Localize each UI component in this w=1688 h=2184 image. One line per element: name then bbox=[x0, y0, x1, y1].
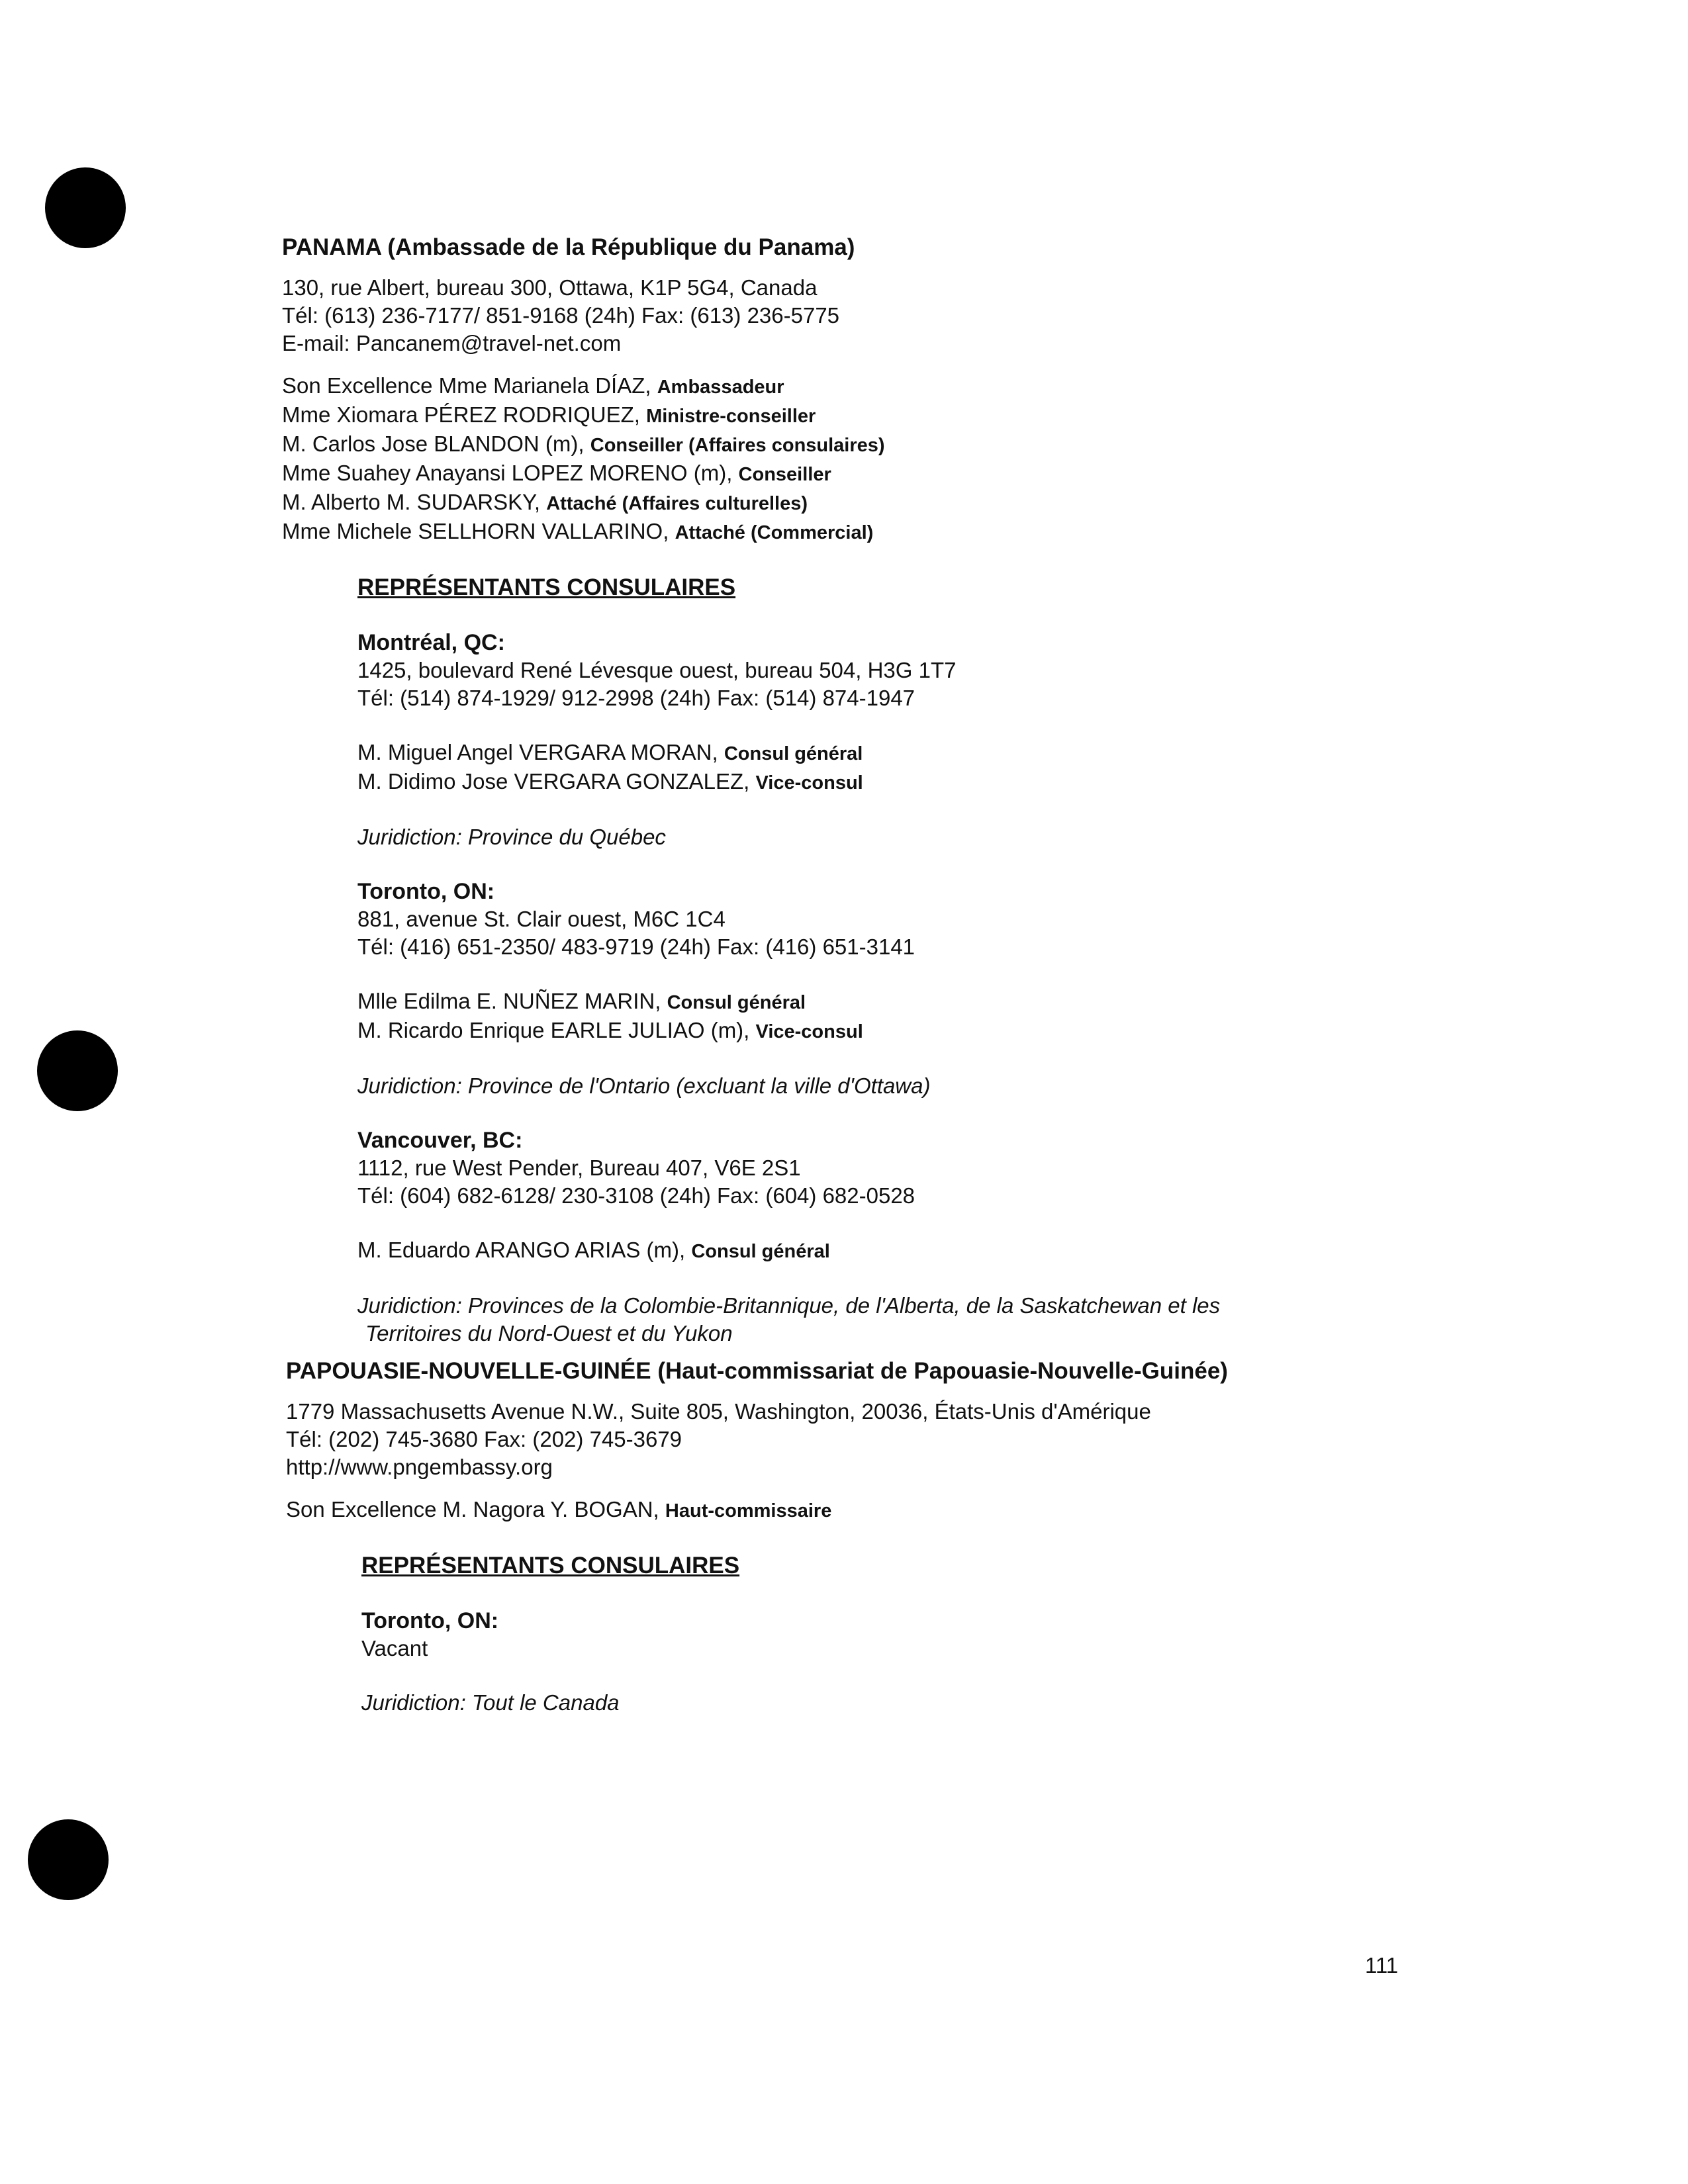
vancouver-address: 1112, rue West Pender, Bureau 407, V6E 2S1 bbox=[357, 1156, 801, 1180]
panama-consular-block bbox=[282, 573, 1220, 1347]
staff-entry bbox=[282, 430, 1220, 459]
png-website: http://www.pngembassy.org bbox=[286, 1455, 553, 1479]
montreal-jurisdiction: Juridiction: Province du Québec bbox=[357, 825, 666, 849]
page-number: 111 bbox=[1365, 1953, 1399, 1978]
staff-role: Ambassadeur bbox=[657, 377, 784, 398]
city-heading-toronto: Toronto, ON: bbox=[361, 1608, 499, 1633]
panama-email: E-mail: Pancanem@travel-net.com bbox=[282, 331, 622, 355]
png-heading: PAPOUASIE-NOUVELLE-GUINÉE (Haut-commissariat de Papouasie-Nouvelle-Guinée) bbox=[286, 1358, 1228, 1384]
staff-name: M. Didimo Jose VERGARA GONZALEZ, bbox=[357, 769, 756, 794]
montreal-address: 1425, boulevard René Lévesque ouest, bureau 504, H3G 1T7 bbox=[357, 658, 957, 682]
panama-address: 130, rue Albert, bureau 300, Ottawa, K1P 5G4, Canada bbox=[282, 275, 818, 300]
toronto-jurisdiction: Juridiction: Province de l'Ontario (excluant la ville d'Ottawa) bbox=[357, 1073, 931, 1098]
staff-role: Consul général bbox=[724, 743, 863, 764]
vancouver-jurisdiction-line2: Territoires du Nord-Ouest et du Yukon bbox=[365, 1321, 733, 1345]
staff-name: Mlle Edilma E. NUÑEZ MARIN, bbox=[357, 989, 667, 1013]
panama-section bbox=[282, 233, 1220, 1347]
staff-name: M. Eduardo ARANGO ARIAS (m), bbox=[357, 1238, 692, 1262]
staff-name: Son Excellence Mme Marianela DÍAZ, bbox=[282, 373, 657, 398]
staff-name: Mme Suahey Anayansi LOPEZ MORENO (m), bbox=[282, 461, 739, 485]
staff-role: Vice-consul bbox=[755, 772, 863, 794]
staff-role: Vice-consul bbox=[755, 1021, 863, 1042]
staff-name: M. Alberto M. SUDARSKY, bbox=[282, 490, 547, 514]
toronto-jurisdiction: Juridiction: Tout le Canada bbox=[361, 1690, 620, 1715]
consular-heading: REPRÉSENTANTS CONSULAIRES bbox=[361, 1553, 740, 1578]
city-heading-montreal: Montréal, QC: bbox=[357, 630, 505, 655]
binder-hole-middle bbox=[37, 1030, 118, 1111]
staff-role: Haut-commissaire bbox=[665, 1500, 832, 1522]
staff-entry bbox=[282, 401, 1220, 430]
staff-entry bbox=[357, 768, 1220, 797]
vancouver-jurisdiction-line1: Juridiction: Provinces de la Colombie-Britannique, de l'Alberta, de la Saskatchewan et les bbox=[357, 1293, 1221, 1318]
panama-phone: Tél: (613) 236-7177/ 851-9168 (24h) Fax: (613) 236-5775 bbox=[282, 303, 840, 328]
staff-entry bbox=[282, 488, 1220, 518]
staff-role: Attaché (Commercial) bbox=[675, 522, 874, 543]
staff-role: Consul général bbox=[667, 992, 806, 1013]
panama-heading: PANAMA (Ambassade de la République du Panama) bbox=[282, 234, 855, 260]
staff-name: Son Excellence M. Nagora Y. BOGAN, bbox=[286, 1497, 665, 1522]
staff-entry bbox=[357, 739, 1220, 768]
staff-entry bbox=[357, 987, 1220, 1017]
toronto-status: Vacant bbox=[361, 1636, 428, 1661]
vancouver-phone: Tél: (604) 682-6128/ 230-3108 (24h) Fax: (604) 682-0528 bbox=[357, 1183, 915, 1208]
staff-name: M. Ricardo Enrique EARLE JULIAO (m), bbox=[357, 1018, 756, 1042]
staff-entry bbox=[286, 1496, 1228, 1525]
binder-hole-top bbox=[45, 167, 126, 248]
staff-role: Attaché (Affaires culturelles) bbox=[546, 493, 808, 514]
staff-entry bbox=[282, 372, 1220, 401]
toronto-phone: Tél: (416) 651-2350/ 483-9719 (24h) Fax: (416) 651-3141 bbox=[357, 934, 915, 959]
staff-entry bbox=[357, 1236, 1220, 1265]
png-phone: Tél: (202) 745-3680 Fax: (202) 745-3679 bbox=[286, 1427, 682, 1451]
binder-hole-bottom bbox=[28, 1819, 109, 1900]
staff-name: M. Carlos Jose BLANDON (m), bbox=[282, 432, 590, 456]
staff-role: Conseiller (Affaires consulaires) bbox=[590, 435, 885, 456]
city-heading-vancouver: Vancouver, BC: bbox=[357, 1128, 523, 1153]
png-section bbox=[286, 1357, 1228, 1717]
staff-role: Ministre-conseiller bbox=[646, 406, 816, 427]
staff-role: Consul général bbox=[691, 1241, 830, 1262]
montreal-phone: Tél: (514) 874-1929/ 912-2998 (24h) Fax: (514) 874-1947 bbox=[357, 686, 915, 710]
toronto-address: 881, avenue St. Clair ouest, M6C 1C4 bbox=[357, 907, 726, 931]
city-heading-toronto: Toronto, ON: bbox=[357, 879, 495, 904]
staff-entry bbox=[282, 518, 1220, 547]
staff-name: Mme Michele SELLHORN VALLARINO, bbox=[282, 519, 675, 543]
png-address: 1779 Massachusetts Avenue N.W., Suite 805, Washington, 20036, États-Unis d'Amérique bbox=[286, 1399, 1151, 1424]
staff-role: Conseiller bbox=[738, 464, 831, 485]
staff-entry bbox=[357, 1017, 1220, 1046]
consular-heading: REPRÉSENTANTS CONSULAIRES bbox=[357, 574, 736, 600]
staff-name: Mme Xiomara PÉREZ RODRIQUEZ, bbox=[282, 402, 647, 427]
staff-entry bbox=[282, 459, 1220, 488]
png-consular-block bbox=[286, 1551, 1228, 1717]
staff-name: M. Miguel Angel VERGARA MORAN, bbox=[357, 740, 724, 764]
